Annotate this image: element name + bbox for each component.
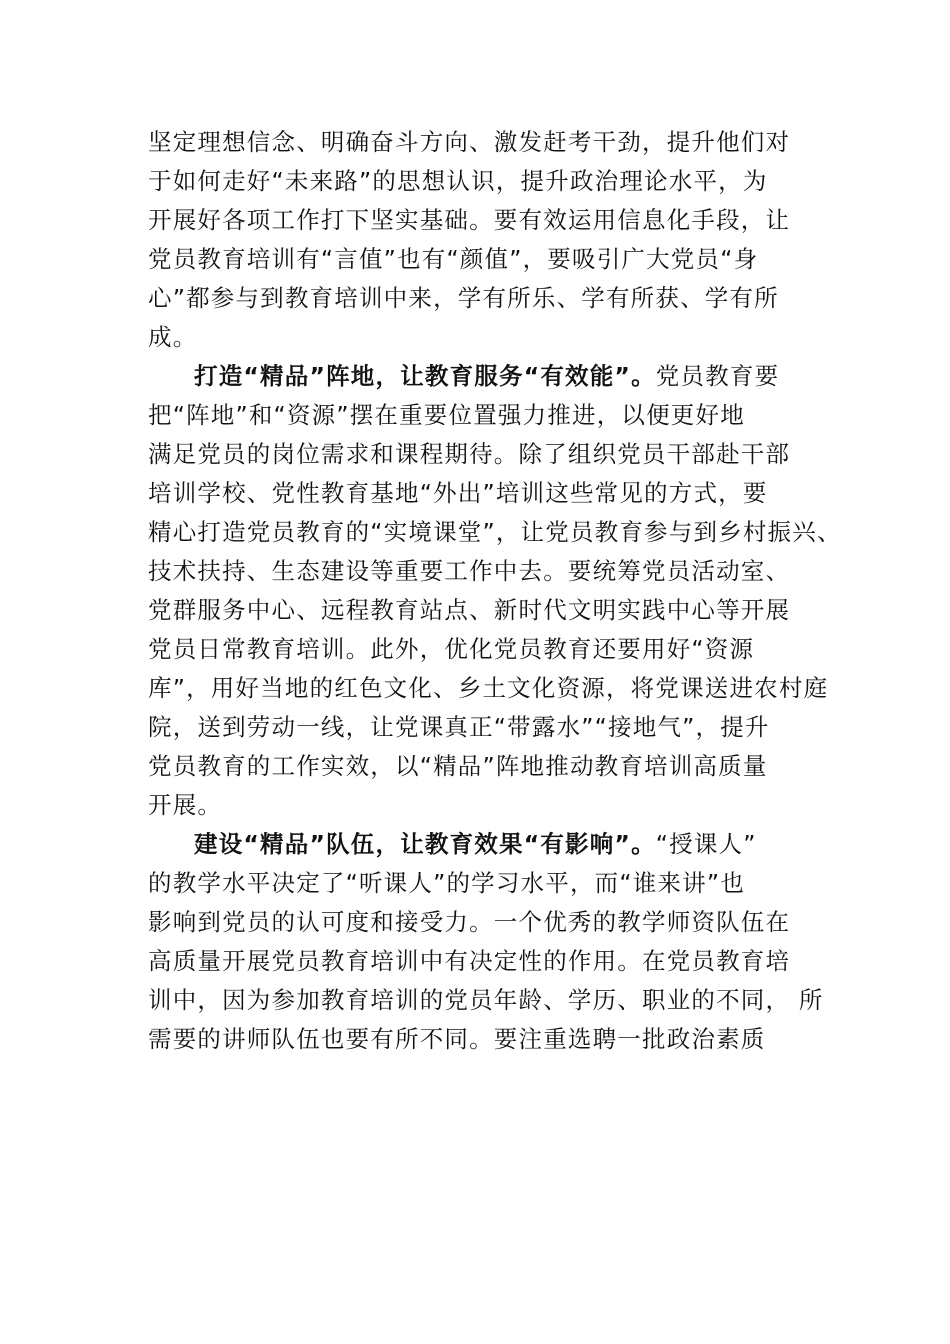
section-heading: 建设“精品”队伍，让教育效果“有影响”。	[194, 830, 656, 858]
paragraph-line: 精心打造党员教育的“实境课堂”，让党员教育参与到乡村振兴、	[148, 518, 842, 546]
paragraph-text: 党员教育要	[655, 362, 780, 390]
paragraph-line: 影响到党员的认可度和接受力。一个优秀的教学师资队伍在	[148, 908, 791, 936]
paragraph-line: 训中，因为参加教育培训的党员年龄、学历、职业的不同， 所	[148, 986, 824, 1014]
paragraph-line: 院，送到劳动一线，让党课真正“带露水”“接地气”，提升	[148, 713, 770, 741]
paragraph-line: 需要的讲师队伍也要有所不同。要注重选聘一批政治素质	[148, 1025, 766, 1053]
paragraph-line: 党群服务中心、远程教育站点、新时代文明实践中心等开展	[148, 596, 791, 624]
paragraph-line: 库”，用好当地的红色文化、乡土文化资源，将党课送进农村庭	[148, 674, 829, 702]
paragraph-line: 成。	[148, 323, 198, 351]
paragraph-text: “授课人”	[655, 830, 757, 858]
paragraph-line: 培训学校、党性教育基地“外出”培训这些常见的方式，要	[148, 479, 768, 507]
paragraph-first-line	[194, 357, 779, 395]
paragraph-line: 高质量开展党员教育培训中有决定性的作用。在党员教育培	[148, 947, 791, 975]
paragraph-line: 党员教育的工作实效，以“精品”阵地推动教育培训高质量	[148, 752, 768, 780]
paragraph-line: 党员教育培训有“言值”也有“颜值”，要吸引广大党员“身	[148, 245, 759, 273]
paragraph-line: 开展。	[148, 791, 223, 819]
paragraph-line: 把“阵地”和“资源”摆在重要位置强力推进，以便更好地	[148, 401, 745, 429]
paragraph-line: 心”都参与到教育培训中来，学有所乐、学有所获、学有所	[148, 284, 779, 312]
paragraph-line: 坚定理想信念、明确奋斗方向、激发赶考干劲，提升他们对	[148, 128, 791, 156]
paragraph-line: 的教学水平决定了“听课人”的学习水平，而“谁来讲”也	[148, 869, 745, 897]
paragraph-line: 满足党员的岗位需求和课程期待。除了组织党员干部赴干部	[148, 440, 791, 468]
section-heading: 打造“精品”阵地，让教育服务“有效能”。	[194, 362, 656, 390]
paragraph-line: 技术扶持、生态建设等重要工作中去。要统筹党员活动室、	[148, 557, 791, 585]
paragraph-first-line	[194, 825, 757, 863]
paragraph-line: 于如何走好“未来路”的思想认识，提升政治理论水平，为	[148, 167, 768, 195]
paragraph-line: 党员日常教育培训。此外，优化党员教育还要用好“资源	[148, 635, 755, 663]
paragraph-line: 开展好各项工作打下坚实基础。要有效运用信息化手段，让	[148, 206, 791, 234]
